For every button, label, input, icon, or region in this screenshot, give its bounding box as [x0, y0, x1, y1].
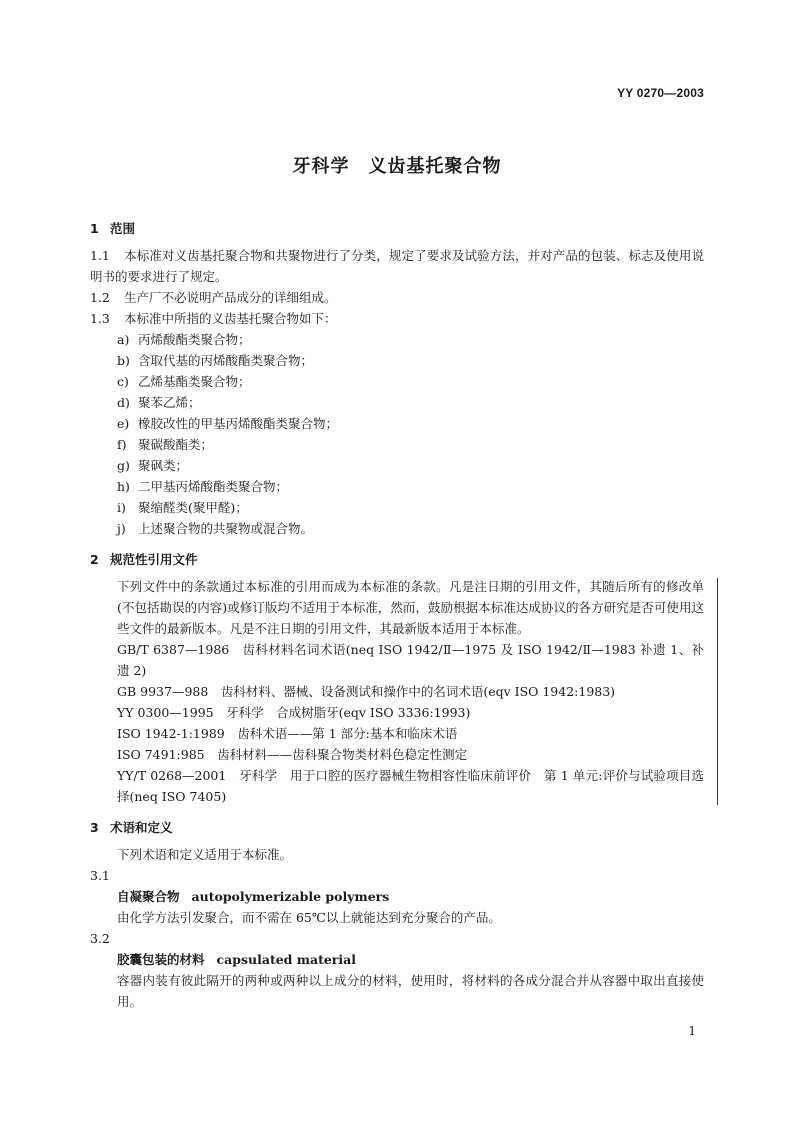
term-3-1-number: 3.1	[90, 868, 110, 883]
clause-text: 本标准对义齿基托聚合物和共聚物进行了分类，规定了要求及试验方法，并对产品的包装、标志及使用说明书的要求进行了规定。	[90, 248, 704, 284]
list-item	[117, 518, 704, 539]
terms-intro: 下列术语和定义适用于本标准。	[117, 847, 293, 862]
list-item	[117, 413, 704, 434]
list-text: 聚苯乙烯；	[138, 395, 201, 410]
list-letter: c)	[117, 374, 129, 389]
list-letter: i)	[117, 500, 126, 515]
reference-item: ISO 7491:985 齿科材料——齿科聚合物类材料色稳定性测定	[117, 747, 468, 762]
change-bar	[717, 578, 718, 805]
list-letter: e)	[117, 416, 130, 431]
list-text: 聚缩醛类(聚甲醛)；	[138, 500, 248, 515]
document-title: 牙科学 义齿基托聚合物	[292, 156, 502, 177]
list-letter: b)	[117, 353, 130, 368]
standard-number: YY 0270—2003	[617, 86, 704, 100]
list-text: 乙烯基酯类聚合物；	[138, 374, 251, 389]
list-item	[117, 329, 704, 350]
list-item	[117, 476, 704, 497]
polymer-type-list	[90, 329, 704, 539]
list-text: 橡胶改性的甲基丙烯酸酯类聚合物；	[138, 416, 339, 431]
term-3-1-definition: 由化学方法引发聚合，而不需在 65℃以上就能达到充分聚合的产品。	[117, 910, 501, 925]
clause-text: 本标准中所指的义齿基托聚合物如下：	[124, 311, 337, 326]
list-letter: j)	[117, 521, 126, 536]
references-intro: 下列文件中的条款通过本标准的引用而成为本标准的条款。凡是注日期的引用文件，其随后所有的修改单(不包括勘误的内容)或修订版均不适用于本标准，然而，鼓励根据本标准达成协议的各方研究是否可使用这些文件的最新版本。凡是不注日期的引用文件，其最新版本适用于本标准。	[117, 579, 704, 636]
list-item	[117, 455, 704, 476]
term-3-1-heading	[90, 886, 704, 907]
list-text: 丙烯酸酯类聚合物；	[138, 332, 251, 347]
clause-1-2	[90, 287, 704, 308]
list-text: 聚碳酸酯类；	[138, 437, 214, 452]
reference-item: ISO 1942-1:1989 齿科术语——第 1 部分:基本和临床术语	[117, 726, 458, 741]
term-zh: 胶囊包装的材料	[117, 952, 205, 967]
list-letter: g)	[117, 458, 130, 473]
clause-1-1	[90, 245, 704, 287]
term-en: capsulated material	[216, 952, 356, 967]
list-letter: d)	[117, 395, 130, 410]
clause-1-3	[90, 308, 704, 329]
list-letter: f)	[117, 437, 127, 452]
list-item	[117, 434, 704, 455]
list-letter: h)	[117, 479, 130, 494]
clause-text: 生产厂不必说明产品成分的详细组成。	[124, 290, 337, 305]
list-item	[117, 371, 704, 392]
term-3-2-heading	[90, 949, 704, 970]
term-en: autopolymerizable polymers	[191, 889, 390, 904]
normative-references	[90, 576, 704, 807]
section-1-heading	[90, 218, 704, 239]
list-item	[117, 350, 704, 371]
section-number: 2	[90, 552, 99, 567]
list-text: 上述聚合物的共聚物或混合物。	[138, 521, 314, 536]
term-3-2-number: 3.2	[90, 931, 110, 946]
reference-item: GB 9937—988 齿科材料、器械、设备测试和操作中的名词术语(eqv ISO 1942:1983)	[117, 684, 616, 699]
section-3-heading	[90, 817, 704, 838]
clause-number: 1.1	[90, 248, 110, 263]
list-item	[117, 392, 704, 413]
reference-item: GB/T 6387—1986 齿科材料名词术语(neq ISO 1942/Ⅱ—1975 及 ISO 1942/Ⅱ—1983 补遗 1、补遗 2)	[117, 642, 704, 678]
section-2-heading	[90, 549, 704, 570]
section-title: 术语和定义	[110, 820, 173, 835]
section-number: 1	[90, 221, 99, 236]
clause-number: 1.3	[90, 311, 110, 326]
section-title: 规范性引用文件	[110, 552, 198, 567]
list-letter: a)	[117, 332, 130, 347]
term-3-2-definition: 容器内装有彼此隔开的两种或两种以上成分的材料，使用时，将材料的各成分混合并从容器中取出直接使用。	[117, 973, 704, 1009]
list-text: 聚砜类；	[138, 458, 189, 473]
reference-item: YY 0300—1995 牙科学 合成树脂牙(eqv ISO 3336:1993)	[117, 705, 471, 720]
list-text: 二甲基丙烯酸酯类聚合物；	[138, 479, 289, 494]
section-title: 范围	[110, 221, 136, 236]
section-number: 3	[90, 820, 99, 835]
reference-item: YY/T 0268—2001 牙科学 用于口腔的医疗器械生物相容性临床前评价 第 1 单元:评价与试验项目选择(neq ISO 7405)	[117, 768, 704, 804]
term-zh: 自凝聚合物	[117, 889, 180, 904]
document-body	[90, 218, 704, 1012]
list-text: 含取代基的丙烯酸酯类聚合物；	[138, 353, 314, 368]
clause-number: 1.2	[90, 290, 110, 305]
page-number: 1	[688, 1024, 696, 1038]
list-item	[117, 497, 704, 518]
